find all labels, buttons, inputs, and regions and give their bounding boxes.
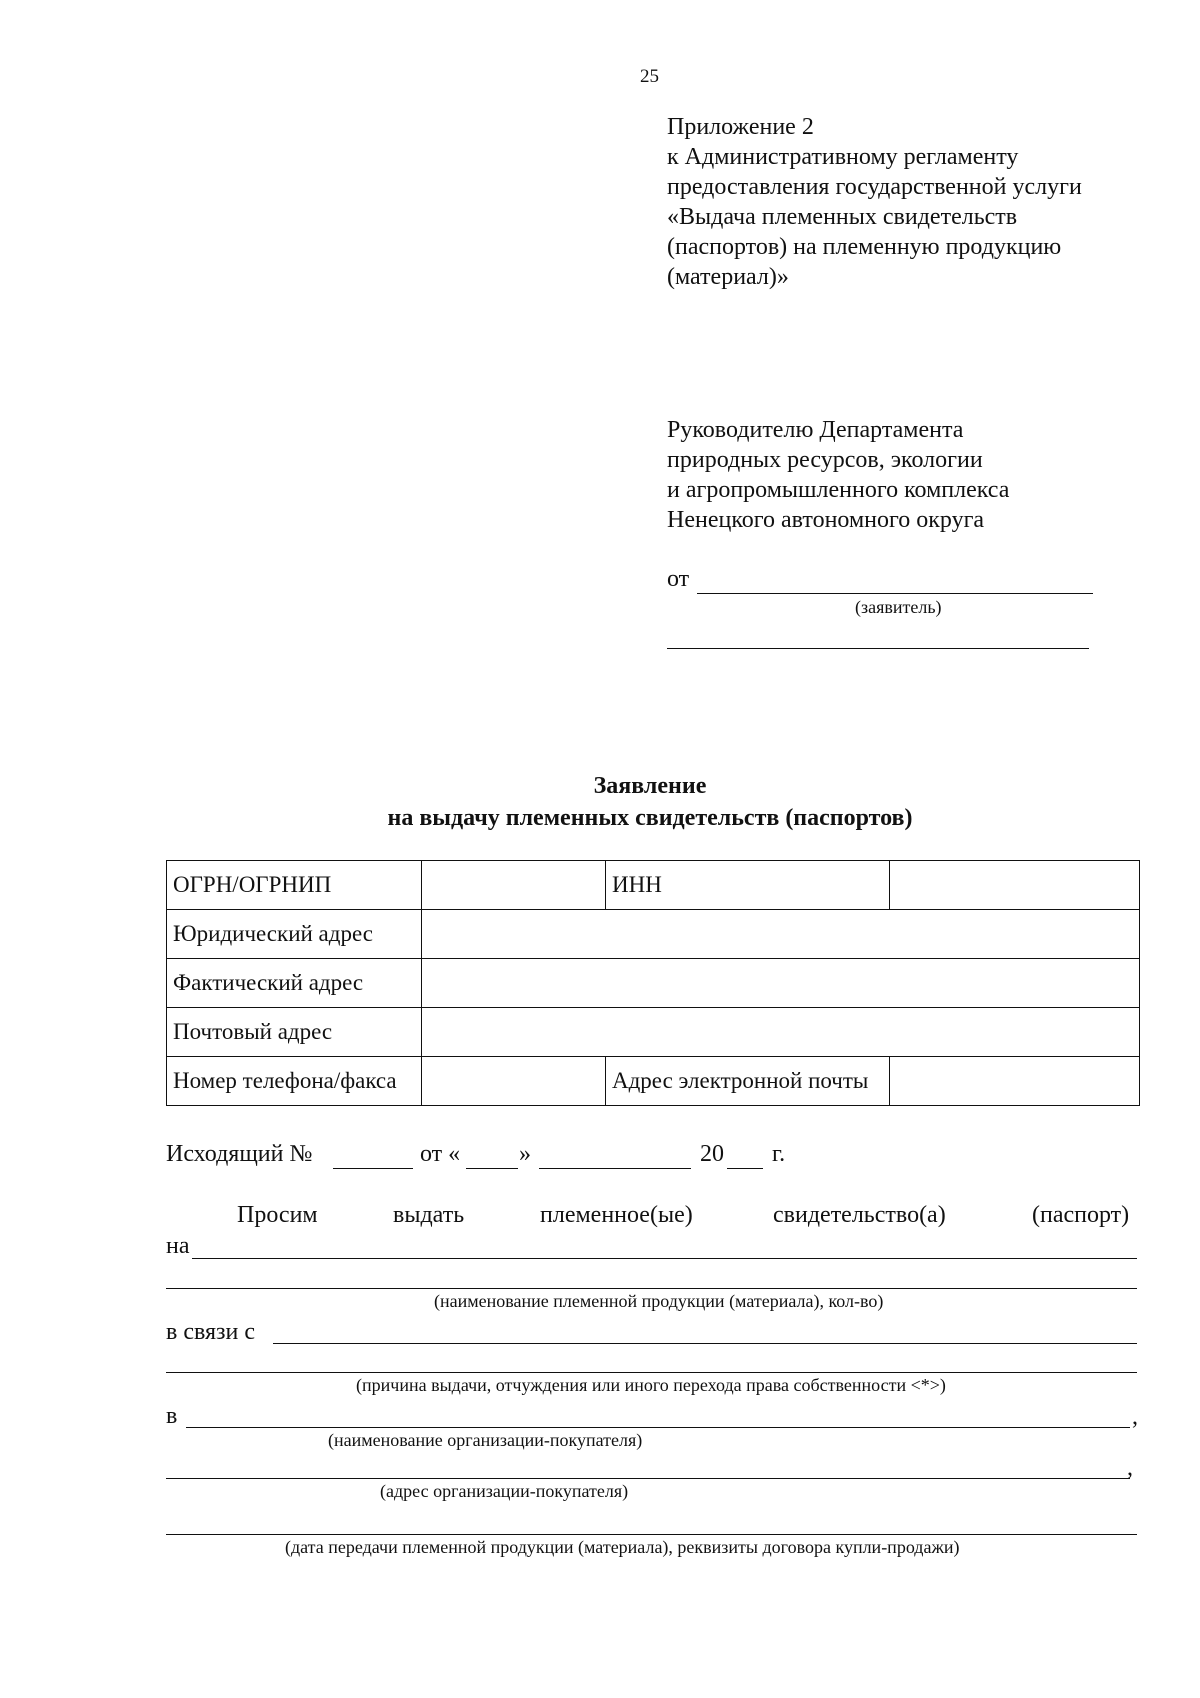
product-field-line[interactable] — [192, 1258, 1137, 1259]
appendix-line: «Выдача племенных свидетельств — [667, 204, 1018, 230]
document-subtitle: на выдачу племенных свидетельств (паспортов) — [387, 805, 913, 831]
due-to-label: в связи с — [166, 1319, 256, 1345]
legal-address-value[interactable] — [422, 910, 1140, 959]
appendix-line: предоставления государственной услуги — [667, 174, 1082, 200]
request-word: (паспорт) — [1032, 1202, 1130, 1228]
request-word: выдать — [393, 1202, 465, 1228]
applicant-caption: (заявитель) — [855, 597, 942, 617]
phone-value[interactable] — [422, 1057, 606, 1106]
phone-label: Номер телефона/факса — [167, 1057, 422, 1106]
from-label: от — [667, 566, 690, 592]
table-row — [167, 1008, 1140, 1057]
outgoing-quote-close: » — [519, 1141, 531, 1167]
addressee-line: природных ресурсов, экологии — [667, 447, 983, 473]
email-label: Адрес электронной почты — [606, 1057, 890, 1106]
buyer-address-field-line[interactable] — [166, 1478, 1130, 1479]
table-row — [167, 1057, 1140, 1106]
reason-caption: (причина выдачи, отчуждения или иного перехода права собственности <*>) — [356, 1375, 946, 1395]
request-word: племенное(ые) — [540, 1202, 693, 1228]
outgoing-month-field[interactable] — [539, 1168, 691, 1169]
reason-field-line-2[interactable] — [166, 1372, 1137, 1373]
outgoing-from-label: от « — [420, 1141, 461, 1167]
comma: , — [1127, 1455, 1133, 1481]
request-word: свидетельство(а) — [773, 1202, 946, 1228]
legal-address-label: Юридический адрес — [167, 910, 422, 959]
addressee-block — [667, 415, 1009, 535]
buyer-name-field-line[interactable] — [186, 1427, 1130, 1428]
to-label: в — [166, 1403, 178, 1429]
product-field-line-2[interactable] — [166, 1288, 1137, 1289]
actual-address-label: Фактический адрес — [167, 959, 422, 1008]
inn-value[interactable] — [890, 861, 1140, 910]
appendix-header — [667, 112, 1082, 292]
appendix-line: (материал)» — [667, 264, 789, 290]
outgoing-day-field[interactable] — [466, 1168, 518, 1169]
ogrn-value[interactable] — [422, 861, 606, 910]
appendix-line: к Административному регламенту — [667, 144, 1019, 170]
postal-address-value[interactable] — [422, 1008, 1140, 1057]
appendix-line: Приложение 2 — [667, 114, 814, 140]
table-row — [167, 959, 1140, 1008]
buyer-name-caption: (наименование организации-покупателя) — [328, 1430, 643, 1450]
addressee-line: Ненецкого автономного округа — [667, 507, 985, 533]
email-value[interactable] — [890, 1057, 1140, 1106]
outgoing-number-label: Исходящий № — [166, 1141, 313, 1167]
buyer-address-caption: (адрес организации-покупателя) — [380, 1481, 629, 1501]
ogrn-label: ОГРН/ОГРНИП — [167, 861, 422, 910]
addressee-line: и агропромышленного комплекса — [667, 477, 1010, 503]
outgoing-year-prefix: 20 — [700, 1141, 724, 1167]
applicant-info-table — [166, 860, 1140, 1106]
product-caption: (наименование племенной продукции (материала), кол-во) — [434, 1291, 884, 1311]
table-row — [167, 861, 1140, 910]
applicant-field-line[interactable] — [697, 593, 1093, 594]
comma: , — [1132, 1404, 1138, 1430]
actual-address-value[interactable] — [422, 959, 1140, 1008]
request-on-label: на — [166, 1233, 190, 1259]
transfer-field-line[interactable] — [166, 1534, 1137, 1535]
reason-field-line[interactable] — [273, 1343, 1137, 1344]
appendix-line: (паспортов) на племенную продукцию — [667, 234, 1062, 260]
outgoing-number-field[interactable] — [333, 1168, 413, 1169]
request-word: Просим — [237, 1202, 318, 1228]
table-row — [167, 910, 1140, 959]
outgoing-year-field[interactable] — [727, 1168, 763, 1169]
document-title: Заявление — [593, 773, 707, 799]
transfer-caption: (дата передачи племенной продукции (материала), реквизиты договора купли-продажи) — [285, 1537, 960, 1557]
applicant-field-line-2[interactable] — [667, 648, 1089, 649]
postal-address-label: Почтовый адрес — [167, 1008, 422, 1057]
outgoing-year-suffix: г. — [772, 1141, 786, 1167]
inn-label: ИНН — [606, 861, 890, 910]
addressee-line: Руководителю Департамента — [667, 417, 964, 443]
page-number: 25 — [640, 66, 659, 87]
